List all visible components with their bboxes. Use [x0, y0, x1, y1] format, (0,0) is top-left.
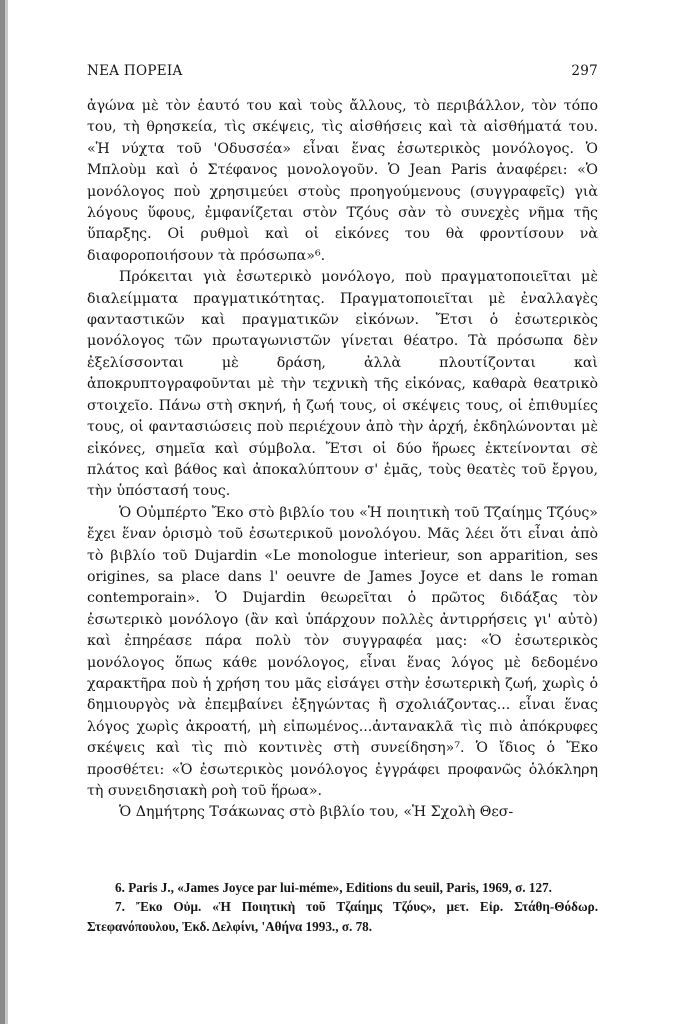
paragraph-continued: ἀγώνα μὲ τὸν ἑαυτό του καὶ τοὺς ἄλλους, τὸ περιβάλλον, τὸν τόπο του, τὴ θρησκεία, τὶς σκέψεις, τὶς αἰσθήσεις καὶ τὰ αἰσθήματά του. «Ἡ νύχτα τοῦ 'Οδυσσέα» εἶναι ἕνας ἐσωτερικὸς μονόλογος. Ὁ Μπλοὺμ καὶ ὁ Στέφανος μονολογοῦν. Ὁ Jean Paris ἀναφέρει: «Ὁ μονόλογος ποὺ χρησιμεύει στοὺς προηγούμενους (συγγραφεῖς) γιὰ λόγους ὕφους, ἐμφανίζεται στὸν Τζόυς σὰν τὸ συνεχὲς νῆμα τῆς ὕπαρξης. Οἱ ρυθμοὶ καὶ οἱ εἰκόνες του θὰ φροντίσουν νὰ διαφοροποιήσουν τὰ πρόσωπα»⁶.: [87, 98, 598, 264]
footnote-6: 6. Paris J., «James Joyce par lui-méme», Editions du seuil, Paris, 1969, σ. 127.: [115, 880, 552, 895]
body-text: [87, 96, 598, 824]
paragraph: Ὁ Δημήτρης Τσάκωνας στὸ βιβλίο του, «Ἡ Σχολὴ Θεσ-: [119, 804, 514, 821]
footnotes: [87, 878, 598, 936]
page-edge-highlight: [5, 0, 8, 1024]
running-header: [87, 63, 598, 83]
paragraph: Ὁ Οὐμπέρτο Ἔκο στὸ βιβλίο του «Ἡ ποιητικὴ τοῦ Τζαίημς Τζόυς» ἔχει ἕναν ὁρισμὸ τοῦ ἐσωτερικοῦ μονολόγου. Μᾶς λέει ὅτι εἶναι ἀπὸ τὸ βιβλίο τοῦ Dujardin «Le monologue interieur, son apparition, ses origines, sa place dans l' oeuvre de James Joyce et dans le roman contemporain». Ὁ Dujardin θεωρεῖται ὁ πρῶτος διδάξας τὸν ἐσωτερικὸ μονόλογο (ἂν καὶ ὑπάρχουν πολλὲς ἀντιρρήσεις γι' αὐτὸ) καὶ ἐπηρέασε πάρα πολὺ τὸν συγγραφέα μας: «Ὁ ἐσωτερικὸς μονόλογος ὅπως κάθε μονόλογος, εἶναι ἕνας λόγος μὲ δεδομένο χαρακτῆρα ποὺ ἡ χρήση του μᾶς εἰσάγει στὴν ἐσωτερικὴ ζωή, χωρὶς ὁ δημιουργὸς νὰ ἐπεμβαίνει ἐξηγώντας ἢ σχολιάζοντας... εἶναι ἕνας λόγος χωρὶς ἀκροατή, μὴ εἰπωμένος...ἀντανακλᾶ τὶς πιὸ ἀπόκρυφες σκέψεις καὶ τὶς πιὸ κοντινὲς στὴ συνείδηση»⁷. Ὁ ἴδιος ὁ Ἔκο προσθέτει: «Ὁ ἐσωτερικὸς μονόλογος ἐγγράφει προφανῶς ὁλόκληρη τὴ συνειδησιακὴ ροὴ τοῦ ἥρωα».: [87, 504, 598, 799]
page-number: 297: [571, 63, 598, 79]
footnote-7: 7. Ἔκο Οὐμ. «Ἡ Ποιητικὴ τοῦ Τζαίημς Τζόυς», μετ. Εἰρ. Στάθη-Θόδωρ. Στεφανόπουλου, Ἐκδ. Δελφίνι, 'Αθήνα 1993., σ. 78.: [87, 899, 598, 934]
paragraph: Πρόκειται γιὰ ἐσωτερικὸ μονόλογο, ποὺ πραγματοποιεῖται μὲ διαλείμματα πραγματικότητας. Πραγματοποιεῖται μὲ ἐναλλαγὲς φανταστικῶν καὶ πραγματικῶν εἰκόνων. Ἔτσι ὁ ἐσωτερικὸς μονόλογος τῶν πρωταγωνιστῶν γίνεται θέατρο. Τὰ πρόσωπα δὲν ἐξελίσσονται μὲ δράση, ἀλλὰ πλουτίζονται καὶ ἀποκρυπτογραφοῦνται μὲ τὴν τεχνικὴ τῆς εἰκόνας, καθαρὰ θεατρικὸ στοιχεῖο. Πάνω στὴ σκηνή, ἡ ζωή τους, οἱ σκέψεις τους, οἱ ἐπιθυμίες τους, οἱ φαντασιώσεις ποὺ περιέχουν ἀπὸ τὴν ἀρχή, ἐκδηλώνονται μὲ εἰκόνες, σημεῖα καὶ σύμβολα. Ἔτσι οἱ δύο ἥρωες ἐκτείνονται σὲ πλάτος καὶ βάθος καὶ ἀποκαλύπτουν σ' ἐμᾶς, τοὺς θεατὲς τοῦ ἔργου, τὴν ὑπόστασή τους.: [87, 269, 598, 500]
running-title: ΝΕΑ ΠΟΡΕΙΑ: [87, 63, 183, 79]
